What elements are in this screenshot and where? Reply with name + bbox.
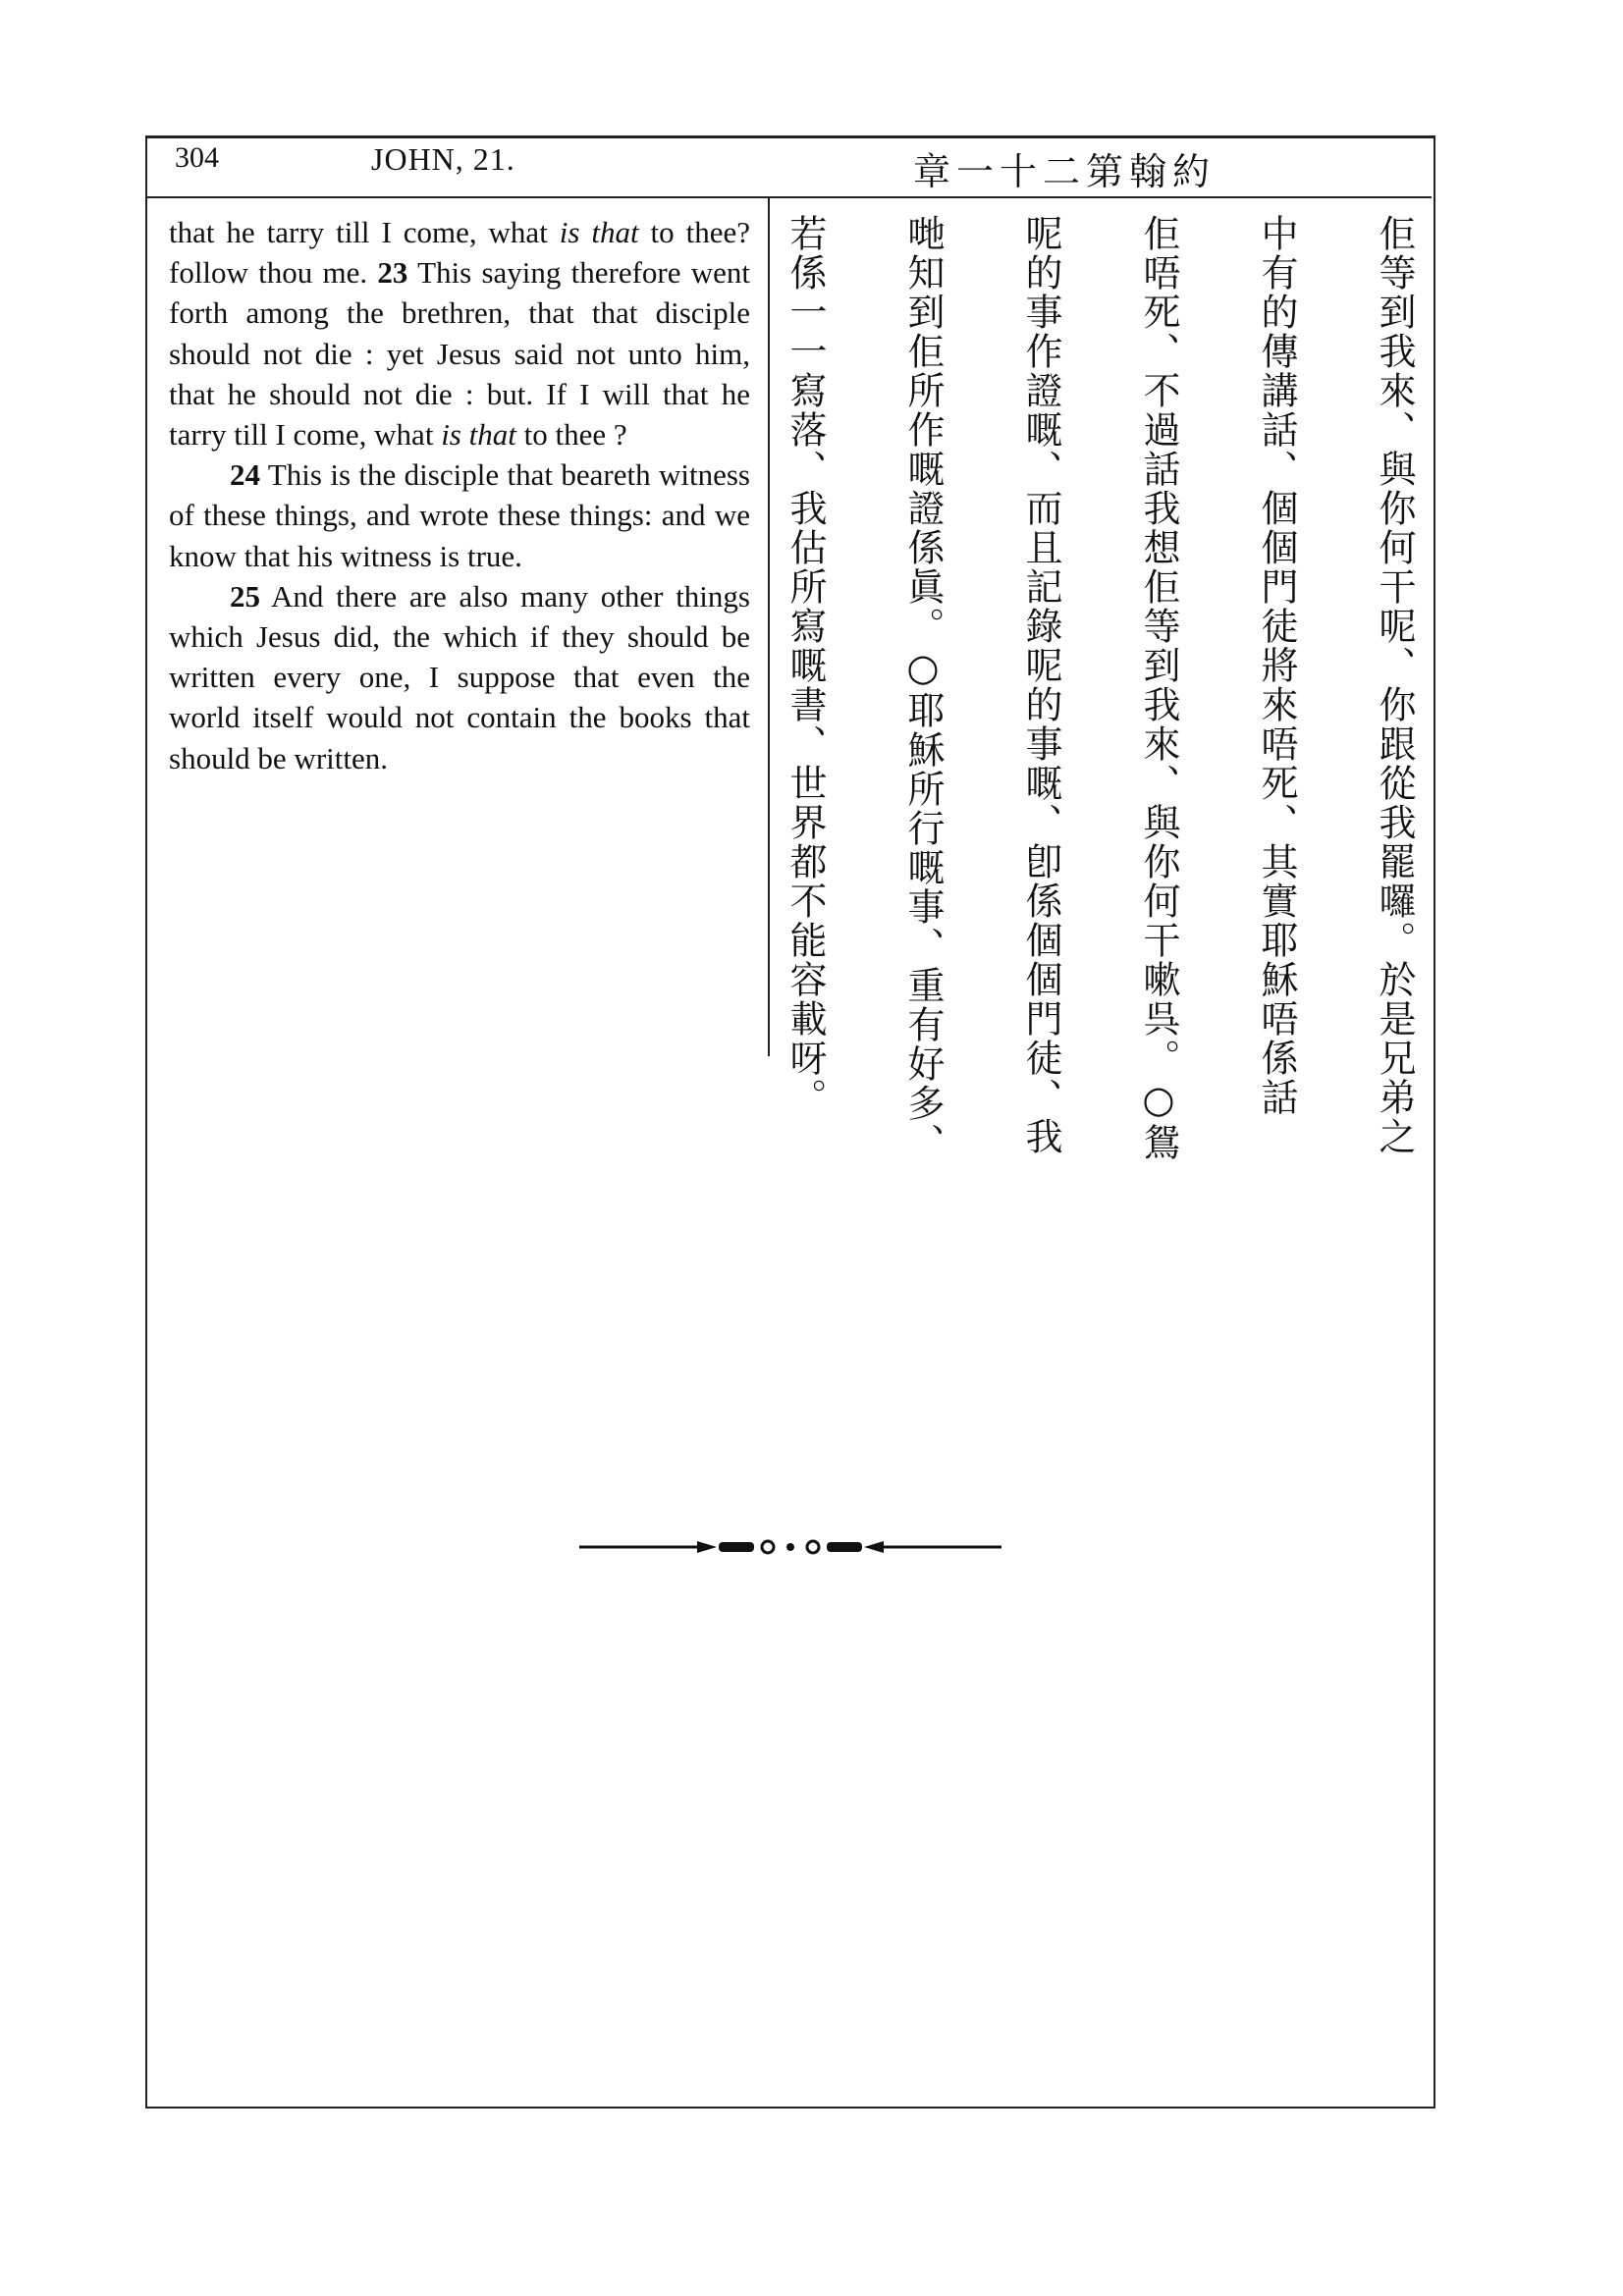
english-paragraph-23: that he tarry till I come, what is that to thee? follow thou me. 23 This saying therefore went forth among the brethren, that that disciple should not die : yet Jesus said not unto him, that he should not die : but. If I will that he tarry till I come, what is that to thee ?: [169, 215, 751, 453]
verse-number-25: 25: [230, 578, 260, 614]
chinese-text-column: 佢唔死、不過話我想佢等到我來、與你何干嗽呉。○鴛: [1137, 214, 1180, 1162]
chinese-text-column: 中有的傳講話、個個門徒將來唔死、其實耶穌唔係話: [1255, 214, 1298, 1117]
running-head-chinese: 約翰第二十一章: [913, 150, 1217, 193]
header-rule: [147, 196, 1432, 198]
chinese-column: [781, 214, 1419, 1162]
column-divider: [768, 198, 770, 1056]
end-ornament-icon: [579, 1535, 1001, 1559]
chinese-text-column: 佢等到我來、與你何干呢、你跟從我罷囉。於是兄弟之: [1373, 214, 1416, 1156]
english-paragraph-24: 24 This is the disciple that beareth witness of these things, and wrote these things: and we know that his witness is true.: [169, 457, 750, 573]
chinese-text-column: 呢的事作證嘅、而且記錄呢的事嘅、卽係個個門徒、我: [1019, 214, 1062, 1156]
running-head-english: JOHN, 21.: [371, 141, 515, 177]
chinese-text-column: 若係一一寫落、我估所寫嘅書、世界都不能容載呀。: [784, 214, 827, 1117]
chinese-text-column: 哋知到佢所作嘅證係眞。○耶穌所行嘅事、重有好多、: [901, 214, 945, 1162]
verse-number-24: 24: [230, 457, 260, 493]
verse-number-23: 23: [377, 255, 408, 291]
page-number: 304: [175, 141, 219, 174]
english-column: [169, 212, 750, 778]
english-paragraph-25: 25 And there are also many other things which Jesus did, the which if they should be written every one, I suppose that even the world itself would not contain the books that should be written.: [169, 578, 750, 775]
